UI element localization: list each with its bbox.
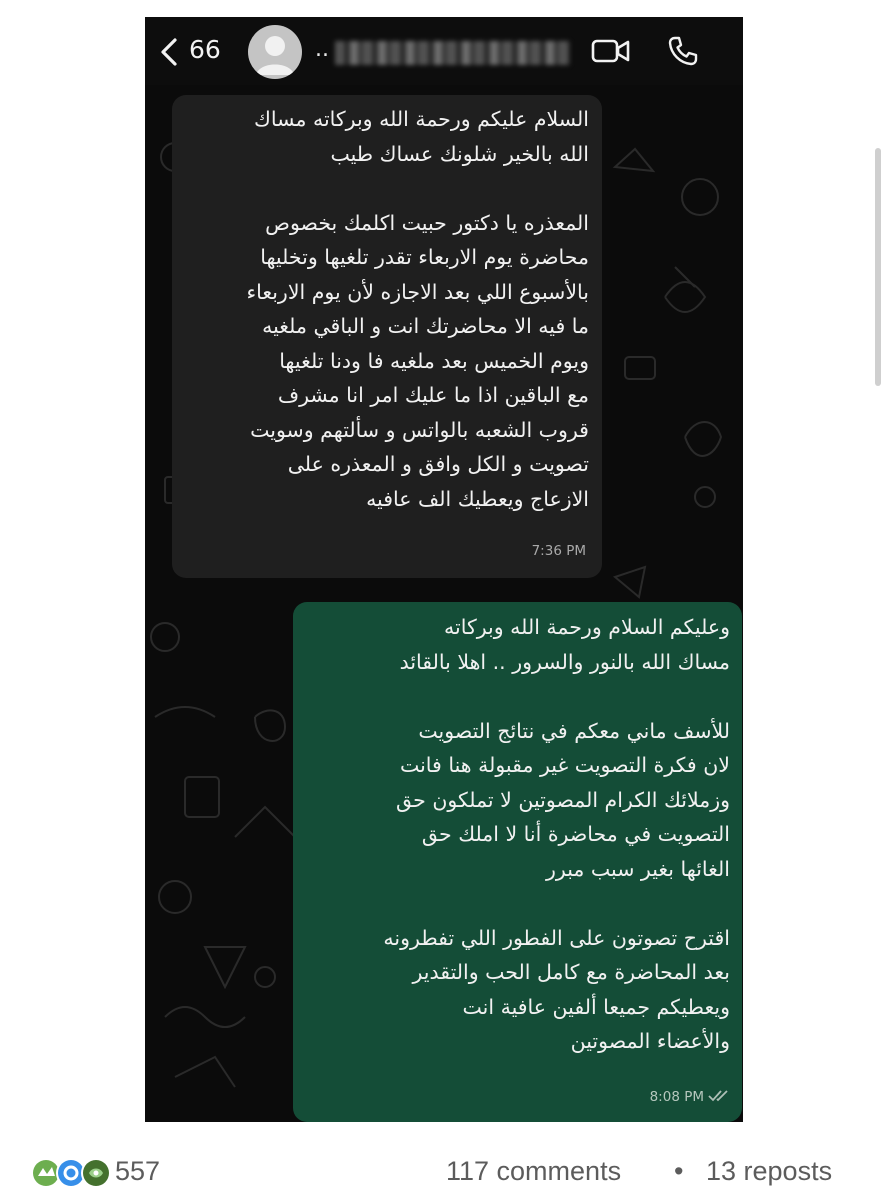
contact-name-pixelated[interactable] <box>335 41 570 65</box>
double-check-icon <box>708 1079 732 1114</box>
chevron-left-icon[interactable] <box>157 37 181 71</box>
chat-header <box>145 17 743 85</box>
reposts-count[interactable]: 13 reposts <box>706 1156 833 1186</box>
unread-count[interactable]: 66 <box>189 35 221 64</box>
message-time: 7:36 PM <box>531 542 586 559</box>
comments-count[interactable]: 117 comments <box>446 1156 622 1186</box>
phone-call-icon[interactable] <box>667 35 699 71</box>
insightful-icon <box>81 1158 111 1188</box>
reaction-icons[interactable] <box>29 1156 113 1197</box>
reaction-count[interactable]: 557 <box>115 1156 161 1186</box>
message-time: 8:08 PM <box>649 1088 704 1105</box>
chat-screenshot <box>145 17 743 1122</box>
outgoing-message-bubble[interactable] <box>293 602 742 1122</box>
post-engagement-bar <box>0 1150 886 1200</box>
message-text: وعليكم السلام ورحمة الله وبركاته مساك الله بالنور والسرور .. اهلا بالقائد للأسف ماني معكم في نتائج التصويت لان فكرة التصويت غير مقبولة هنا فانت وزملائك الكرام المصوتين لا تملكون حق التصويت في محاضرة أنا لا املك حق الغائها بغير سبب مبرر اقترح تصوتون على الفطور اللي تفطرونه بعد المحاضرة مع كامل الحب والتقدير ويعطيكم جميعا ألفين عافية انت والأعضاء المصوتين <box>383 615 730 1053</box>
default-avatar-icon <box>248 25 302 79</box>
video-call-icon[interactable] <box>591 37 631 69</box>
contact-name-prefix: .. <box>315 37 329 62</box>
message-text: السلام عليكم ورحمة الله وبركاته مساك الله بالخير شلونك عساك طيب المعذره يا دكتور حبيت اكلمك بخصوص محاضرة يوم الاربعاء تقدر تلغيها وتخليها بالأسبوع اللي بعد الاجازه لأن يوم الاربعاء ما فيه الا محاضرتك انت و الباقي ملغيه ويوم الخميس بعد ملغيه فا ودنا تلغيها مع الباقين اذا ما عليك امر انا مشرف قروب الشعبه بالواتس و سألتهم وسويت تصويت و الكل وافق و المعذره على الازعاج ويعطيك الف عافيه <box>246 107 589 511</box>
incoming-message-bubble[interactable] <box>172 95 602 578</box>
separator-dot: • <box>674 1156 684 1186</box>
scrollbar[interactable] <box>875 148 881 386</box>
avatar[interactable] <box>248 25 302 79</box>
